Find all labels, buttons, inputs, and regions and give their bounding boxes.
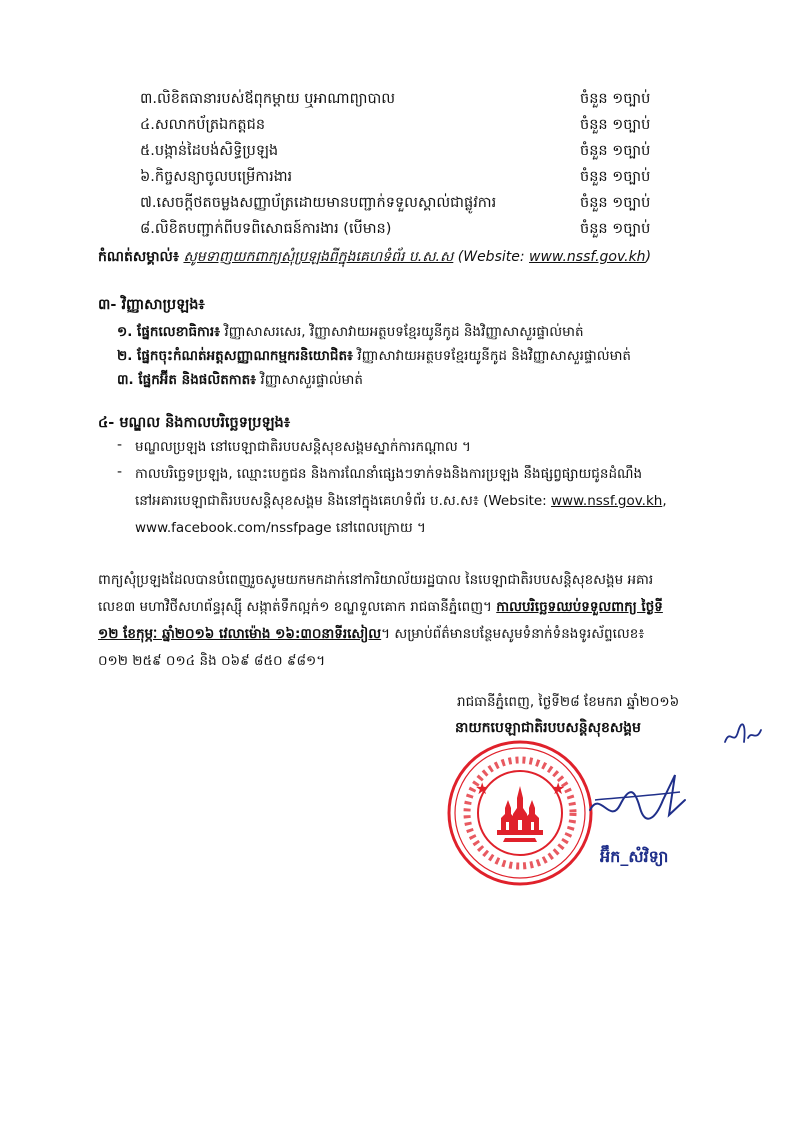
section4-bullet2-comma: , (662, 493, 667, 509)
handwritten-signature-icon (585, 770, 695, 840)
phone-numbers: ០១២ ២៥៩ ០១៤ និង ០៦៩ ៨៥០ ៩៨១។ (98, 653, 326, 669)
section4-bullet2-line3: www.facebook.com/nssfpage នៅពេលក្រោយ ។ (135, 520, 426, 536)
section3-item (117, 322, 584, 342)
section4-bullet2-line1: កាលបរិច្ឆេទប្រឡង, ឈ្មោះបេក្ខជន និងការណែនាំផ្សេងៗទាក់ទងនិងការប្រឡង នឹងផ្សព្វផ្សាយជូនដំណឹង (135, 466, 643, 482)
initials-signature-icon (722, 720, 764, 750)
section3-item-label: ២. ផ្នែកចុះកំណត់អត្តសញ្ញាណកម្មករនិយោជិត៖ (117, 348, 353, 364)
document-item-text: ៥.បង្កាន់ដៃបង់សិទ្ធិប្រឡង (140, 143, 279, 159)
section4-bullet2-text: នៅអគារបេឡាជាតិរបបសន្តិសុខសង្គម និងនៅក្នុងគេហទំព័រ ប.ស.ស៖ (Website: (135, 493, 552, 509)
section3-item-label: ៣. ផ្នែកអ៊ីត និងផលិតកាត៖ (117, 372, 257, 388)
document-item (140, 220, 700, 242)
closing-line3 (98, 624, 644, 644)
signatory-name: អ៊ឹក_សំវិទ្យា (600, 847, 669, 866)
section4-title: ៤- មណ្ឌល និងកាលបរិច្ឆេទប្រឡង៖ (98, 415, 291, 431)
official-seal-icon (445, 738, 595, 888)
section3-item (117, 346, 631, 366)
note-label: កំណត់សម្គាល់៖ (98, 249, 180, 265)
document-item-qty: ចំនួន ១ច្បាប់ (580, 143, 651, 159)
document-item-text: ៧.សេចក្ដីថតចម្លងសញ្ញាប័ត្រដោយមានបញ្ជាក់ទទួលស្គាល់ជាផ្លូវការ (140, 195, 497, 211)
closing-line2 (98, 597, 663, 617)
deadline-date: ១២ ខែកុម្ភៈ ឆ្នាំ២០១៦ វេលាម៉ោង ១៦:៣០នាទីរសៀល (98, 626, 382, 642)
deadline-text: កាលបរិច្ឆេទឈប់ទទួលពាក្យ ថ្ងៃទី (496, 599, 663, 615)
section4-bullet2-line2 (135, 491, 667, 511)
section3-item-text: វិញ្ញាសាសរសេរ, វិញ្ញាសាវាយអត្ថបទខ្មែរយូនីកូដ និងវិញ្ញាសាសួរផ្ទាល់មាត់ (220, 324, 584, 340)
section3-title: ៣- វិញ្ញាសាប្រឡង៖ (98, 297, 205, 313)
svg-text:★: ★ (551, 779, 566, 798)
note-line (98, 247, 651, 267)
section3-item-label: ១. ផ្នែកលេខាធិការ៖ (117, 324, 221, 340)
note-website-link[interactable]: www.nssf.gov.kh (529, 249, 646, 265)
note-text: សូមទាញយកពាក្យសុំប្រឡងពីក្នុងគេហទំព័រ ប.ស.ស (183, 249, 454, 265)
signature-date: រាជធានីភ្នំពេញ, ថ្ងៃទី២៨ ខែមករា ឆ្នាំ២០១៦ (457, 694, 680, 710)
document-item-qty: ចំនួន ១ច្បាប់ (580, 117, 651, 133)
document-item (140, 90, 700, 112)
bullet-icon: - (117, 437, 123, 453)
document-item (140, 142, 700, 164)
document-item-qty: ចំនួន ១ច្បាប់ (580, 195, 651, 211)
section3-item (117, 370, 363, 390)
section4-bullet1: មណ្ឌលប្រឡង នៅបេឡាជាតិរបបសន្តិសុខសង្គមស្នាក់ការកណ្ដាល ។ (135, 439, 471, 455)
section3-item-text: វិញ្ញាសាវាយអត្ថបទខ្មែរយូនីកូដ និងវិញ្ញាសាសួរផ្ទាល់មាត់ (353, 348, 631, 364)
document-item-text: ៣.លិខិតធានារបស់ឪពុកម្ដាយ ឬអាណាព្យាបាល (140, 91, 396, 107)
document-item-qty: ចំនួន ១ច្បាប់ (580, 169, 651, 185)
closing-contact: ។ សម្រាប់ព័ត៌មានបន្ថែមសូមទំនាក់ទំនងទូរស័ព្ទលេខ៖ (381, 626, 645, 642)
document-item (140, 168, 700, 190)
document-item (140, 194, 700, 216)
closing-line1: ពាក្យសុំប្រឡងដែលបានបំពេញរួចសូមយកមកដាក់នៅការិយាល័យរដ្ឋបាល នៃបេឡាជាតិរបបសន្តិសុខសង្គម អគារ (98, 572, 654, 588)
document-item (140, 116, 700, 138)
note-website-prefix: (Website: (457, 249, 530, 265)
section3-item-text: វិញ្ញាសាសួរផ្ទាល់មាត់ (256, 372, 363, 388)
nssf-website-link[interactable]: www.nssf.gov.kh (551, 493, 663, 509)
document-item-qty: ចំនួន ១ច្បាប់ (580, 221, 651, 237)
note-website-suffix: ) (645, 249, 652, 265)
document-item-qty: ចំនួន ១ច្បាប់ (580, 91, 651, 107)
document-item-text: ៦.កិច្ចសន្យាចូលបម្រើការងារ (140, 169, 293, 185)
bullet-icon: - (117, 464, 123, 480)
document-item-text: ៤.សលាកប័ត្រឯកត្តជន (140, 117, 266, 133)
document-item-text: ៨.លិខិតបញ្ជាក់ពីបទពិសោធន៍ការងារ (បើមាន) (140, 221, 392, 237)
svg-text:★: ★ (475, 779, 490, 798)
signature-title: នាយកបេឡាជាតិរបបសន្តិសុខសង្គម (455, 720, 641, 736)
closing-address: លេខ៣ មហាវិថីសហព័ន្ធរុស្ស៊ី សង្កាត់ទឹកល្អក់១ ខណ្ឌទួលគោក រាជធានីភ្នំពេញ។ (98, 599, 497, 615)
